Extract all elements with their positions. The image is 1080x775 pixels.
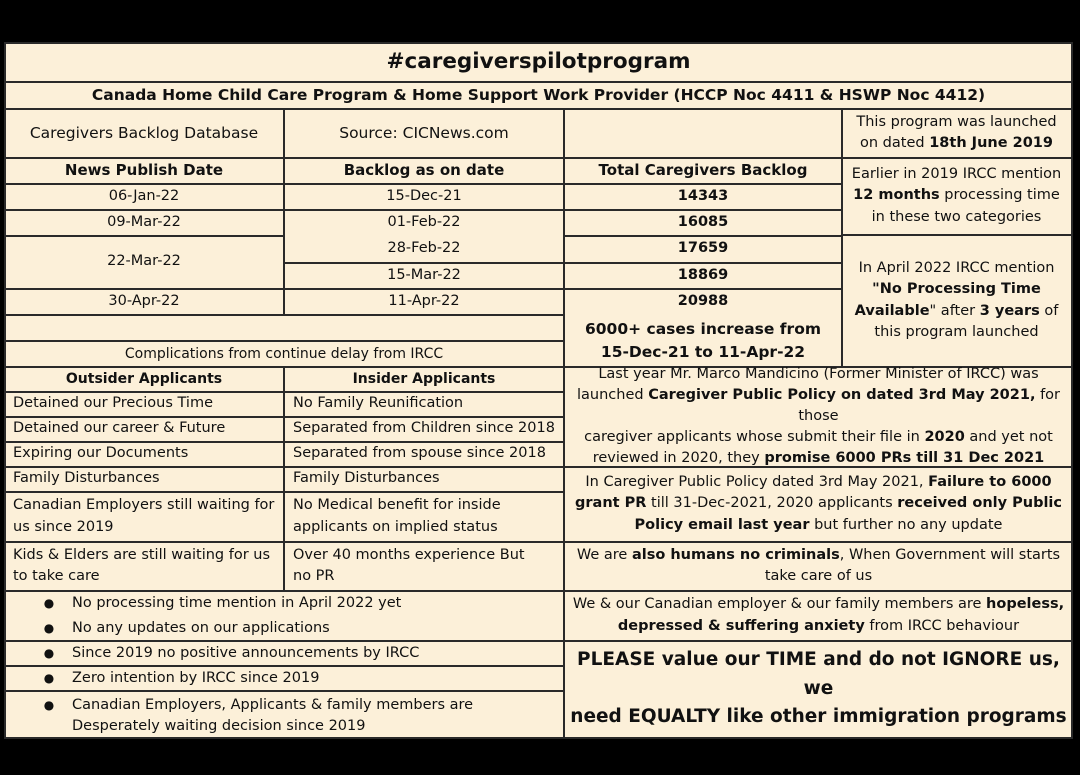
backlog-date-cell: 15-Dec-21 bbox=[386, 187, 462, 204]
backlog-date-cell: 15-Mar-22 bbox=[387, 266, 461, 283]
launch-line-1: This program was launched bbox=[856, 113, 1057, 130]
insider-item: Family Disturbances bbox=[293, 470, 440, 487]
total-backlog-cell: 18869 bbox=[677, 266, 729, 283]
backlog-date-cell: 11-Apr-22 bbox=[388, 292, 460, 309]
col-header-backlog-date: Backlog as on date bbox=[343, 160, 505, 179]
item-line: us since 2019 bbox=[13, 518, 114, 535]
increase-note bbox=[564, 315, 842, 366]
bullet-item: Canadian Employers, Applicants & family members are bbox=[72, 697, 474, 713]
ircc-2022-note bbox=[842, 235, 1071, 366]
outsider-item: Detained our Precious Time bbox=[13, 395, 214, 412]
note-line: Earlier in 2019 IRCC mention bbox=[851, 166, 1062, 183]
total-backlog-cell: 14343 bbox=[677, 187, 729, 204]
appeal-line: need EQUALTY like other immigration programs bbox=[570, 706, 1067, 728]
note-line: in these two categories bbox=[871, 208, 1042, 225]
col-header-insider: Insider Applicants bbox=[352, 370, 496, 387]
insider-item: Separated from Children since 2018 bbox=[293, 420, 555, 437]
insider-item: No Family Reunification bbox=[293, 395, 464, 412]
increase-line-1: 6000+ cases increase from bbox=[584, 320, 821, 339]
public-policy-note bbox=[564, 367, 1073, 466]
item-line: Kids & Elders are still waiting for us bbox=[13, 546, 271, 563]
note-line: this program launched bbox=[874, 323, 1039, 340]
bullet-item: No processing time mention in April 2022 yet bbox=[72, 595, 402, 611]
bullet-item: Since 2019 no positive announcements by IRCC bbox=[72, 645, 420, 661]
hopeless-note bbox=[564, 591, 1073, 640]
border-bottom bbox=[4, 737, 1073, 739]
ircc-2019-note bbox=[842, 158, 1071, 234]
note-line: 12 months processing time bbox=[853, 187, 1060, 204]
failure-line: In Caregiver Public Policy dated 3rd May 2021, Failure to 6000 bbox=[585, 474, 1052, 491]
publish-date-cell: 09-Mar-22 bbox=[107, 213, 181, 230]
source-label: Source: CICNews.com bbox=[339, 123, 509, 142]
humans-line: We are also humans no criminals, When Government will starts bbox=[576, 546, 1061, 563]
bullet-dot-icon: ● bbox=[43, 698, 55, 712]
total-backlog-cell: 16085 bbox=[677, 213, 729, 230]
outsider-item: Detained our career & Future bbox=[13, 420, 226, 437]
hopeless-line: We & our Canadian employer & our family members are hopeless, bbox=[572, 596, 1065, 613]
publish-date-cell: 22-Mar-22 bbox=[107, 253, 181, 270]
hopeless-line: depressed & suffering anxiety from IRCC behaviour bbox=[617, 617, 1020, 634]
page-title: #caregiverspilotprogram bbox=[386, 49, 691, 75]
item-line: to take care bbox=[13, 568, 100, 584]
item-line: Canadian Employers still waiting for bbox=[13, 497, 275, 514]
bullet-dot-icon: ● bbox=[43, 621, 55, 635]
bullet-item-continuation: Desperately waiting decision since 2019 bbox=[72, 718, 366, 734]
policy-line: launched Caregiver Public Policy on dated 3rd May 2021, for those bbox=[576, 386, 1061, 424]
failure-line: grant PR till 31-Dec-2021, 2020 applicants received only Public bbox=[575, 495, 1062, 512]
increase-line-2: 15-Dec-21 to 11-Apr-22 bbox=[600, 342, 806, 361]
bullet-dot-icon: ● bbox=[43, 671, 55, 685]
outsider-item: Family Disturbances bbox=[13, 470, 160, 487]
total-backlog-cell: 17659 bbox=[677, 240, 729, 257]
policy-line: Last year Mr. Marco Mandicino (Former Minister of IRCC) was bbox=[598, 365, 1039, 382]
humans-line: take care of us bbox=[764, 568, 873, 584]
publish-date-cell: 30-Apr-22 bbox=[108, 292, 180, 309]
policy-line: caregiver applicants whose submit their file in 2020 and yet not bbox=[584, 429, 1053, 446]
publish-date-cell: 06-Jan-22 bbox=[108, 187, 180, 204]
item-line: Over 40 months experience But bbox=[293, 546, 525, 563]
outsider-item bbox=[4, 492, 284, 541]
policy-line: reviewed in 2020, they promise 6000 PRs till 31 Dec 2021 bbox=[592, 450, 1045, 467]
note-line: "No Processing Time bbox=[872, 281, 1041, 298]
item-line: no PR bbox=[293, 568, 335, 584]
backlog-date-cell: 28-Feb-22 bbox=[387, 240, 461, 257]
note-line: Available" after 3 years of bbox=[854, 302, 1059, 319]
divider bbox=[4, 690, 564, 692]
note-line: In April 2022 IRCC mention bbox=[858, 260, 1055, 277]
program-subtitle: Canada Home Child Care Program & Home Support Work Provider (HCCP Noc 4411 & HSWP Noc 4412) bbox=[91, 86, 986, 105]
divider bbox=[4, 665, 564, 667]
program-launch-note bbox=[842, 109, 1071, 157]
outsider-item: Expiring our Documents bbox=[13, 445, 189, 462]
bullet-dot-icon: ● bbox=[43, 646, 55, 660]
outsider-item bbox=[4, 542, 284, 590]
insider-item bbox=[284, 542, 564, 590]
appeal-line: PLEASE value our TIME and do not IGNORE us, we bbox=[577, 648, 1060, 699]
item-line: applicants on implied status bbox=[293, 518, 498, 535]
humans-note bbox=[564, 542, 1073, 590]
col-header-publish-date: News Publish Date bbox=[64, 160, 224, 179]
backlog-date-cell: 01-Feb-22 bbox=[387, 213, 461, 230]
bullet-dot-icon: ● bbox=[43, 596, 55, 610]
failure-line: Policy email last year but further no any update bbox=[634, 516, 1003, 533]
bullet-item: Zero intention by IRCC since 2019 bbox=[72, 670, 320, 686]
appeal-banner bbox=[564, 641, 1073, 737]
failure-note bbox=[564, 467, 1073, 541]
item-line: No Medical benefit for inside bbox=[293, 497, 501, 514]
col-header-total-backlog: Total Caregivers Backlog bbox=[598, 160, 808, 179]
complications-heading: Complications from continue delay from IRCC bbox=[124, 345, 444, 362]
database-label: Caregivers Backlog Database bbox=[29, 123, 259, 142]
col-header-outsider: Outsider Applicants bbox=[65, 370, 223, 387]
insider-item: Separated from spouse since 2018 bbox=[293, 445, 546, 462]
insider-item bbox=[284, 492, 564, 541]
caregiver-backlog-sheet bbox=[4, 42, 1073, 739]
bullet-item: No any updates on our applications bbox=[72, 620, 330, 636]
total-backlog-cell: 20988 bbox=[677, 292, 729, 309]
launch-line-2: on dated 18th June 2019 bbox=[860, 135, 1053, 151]
